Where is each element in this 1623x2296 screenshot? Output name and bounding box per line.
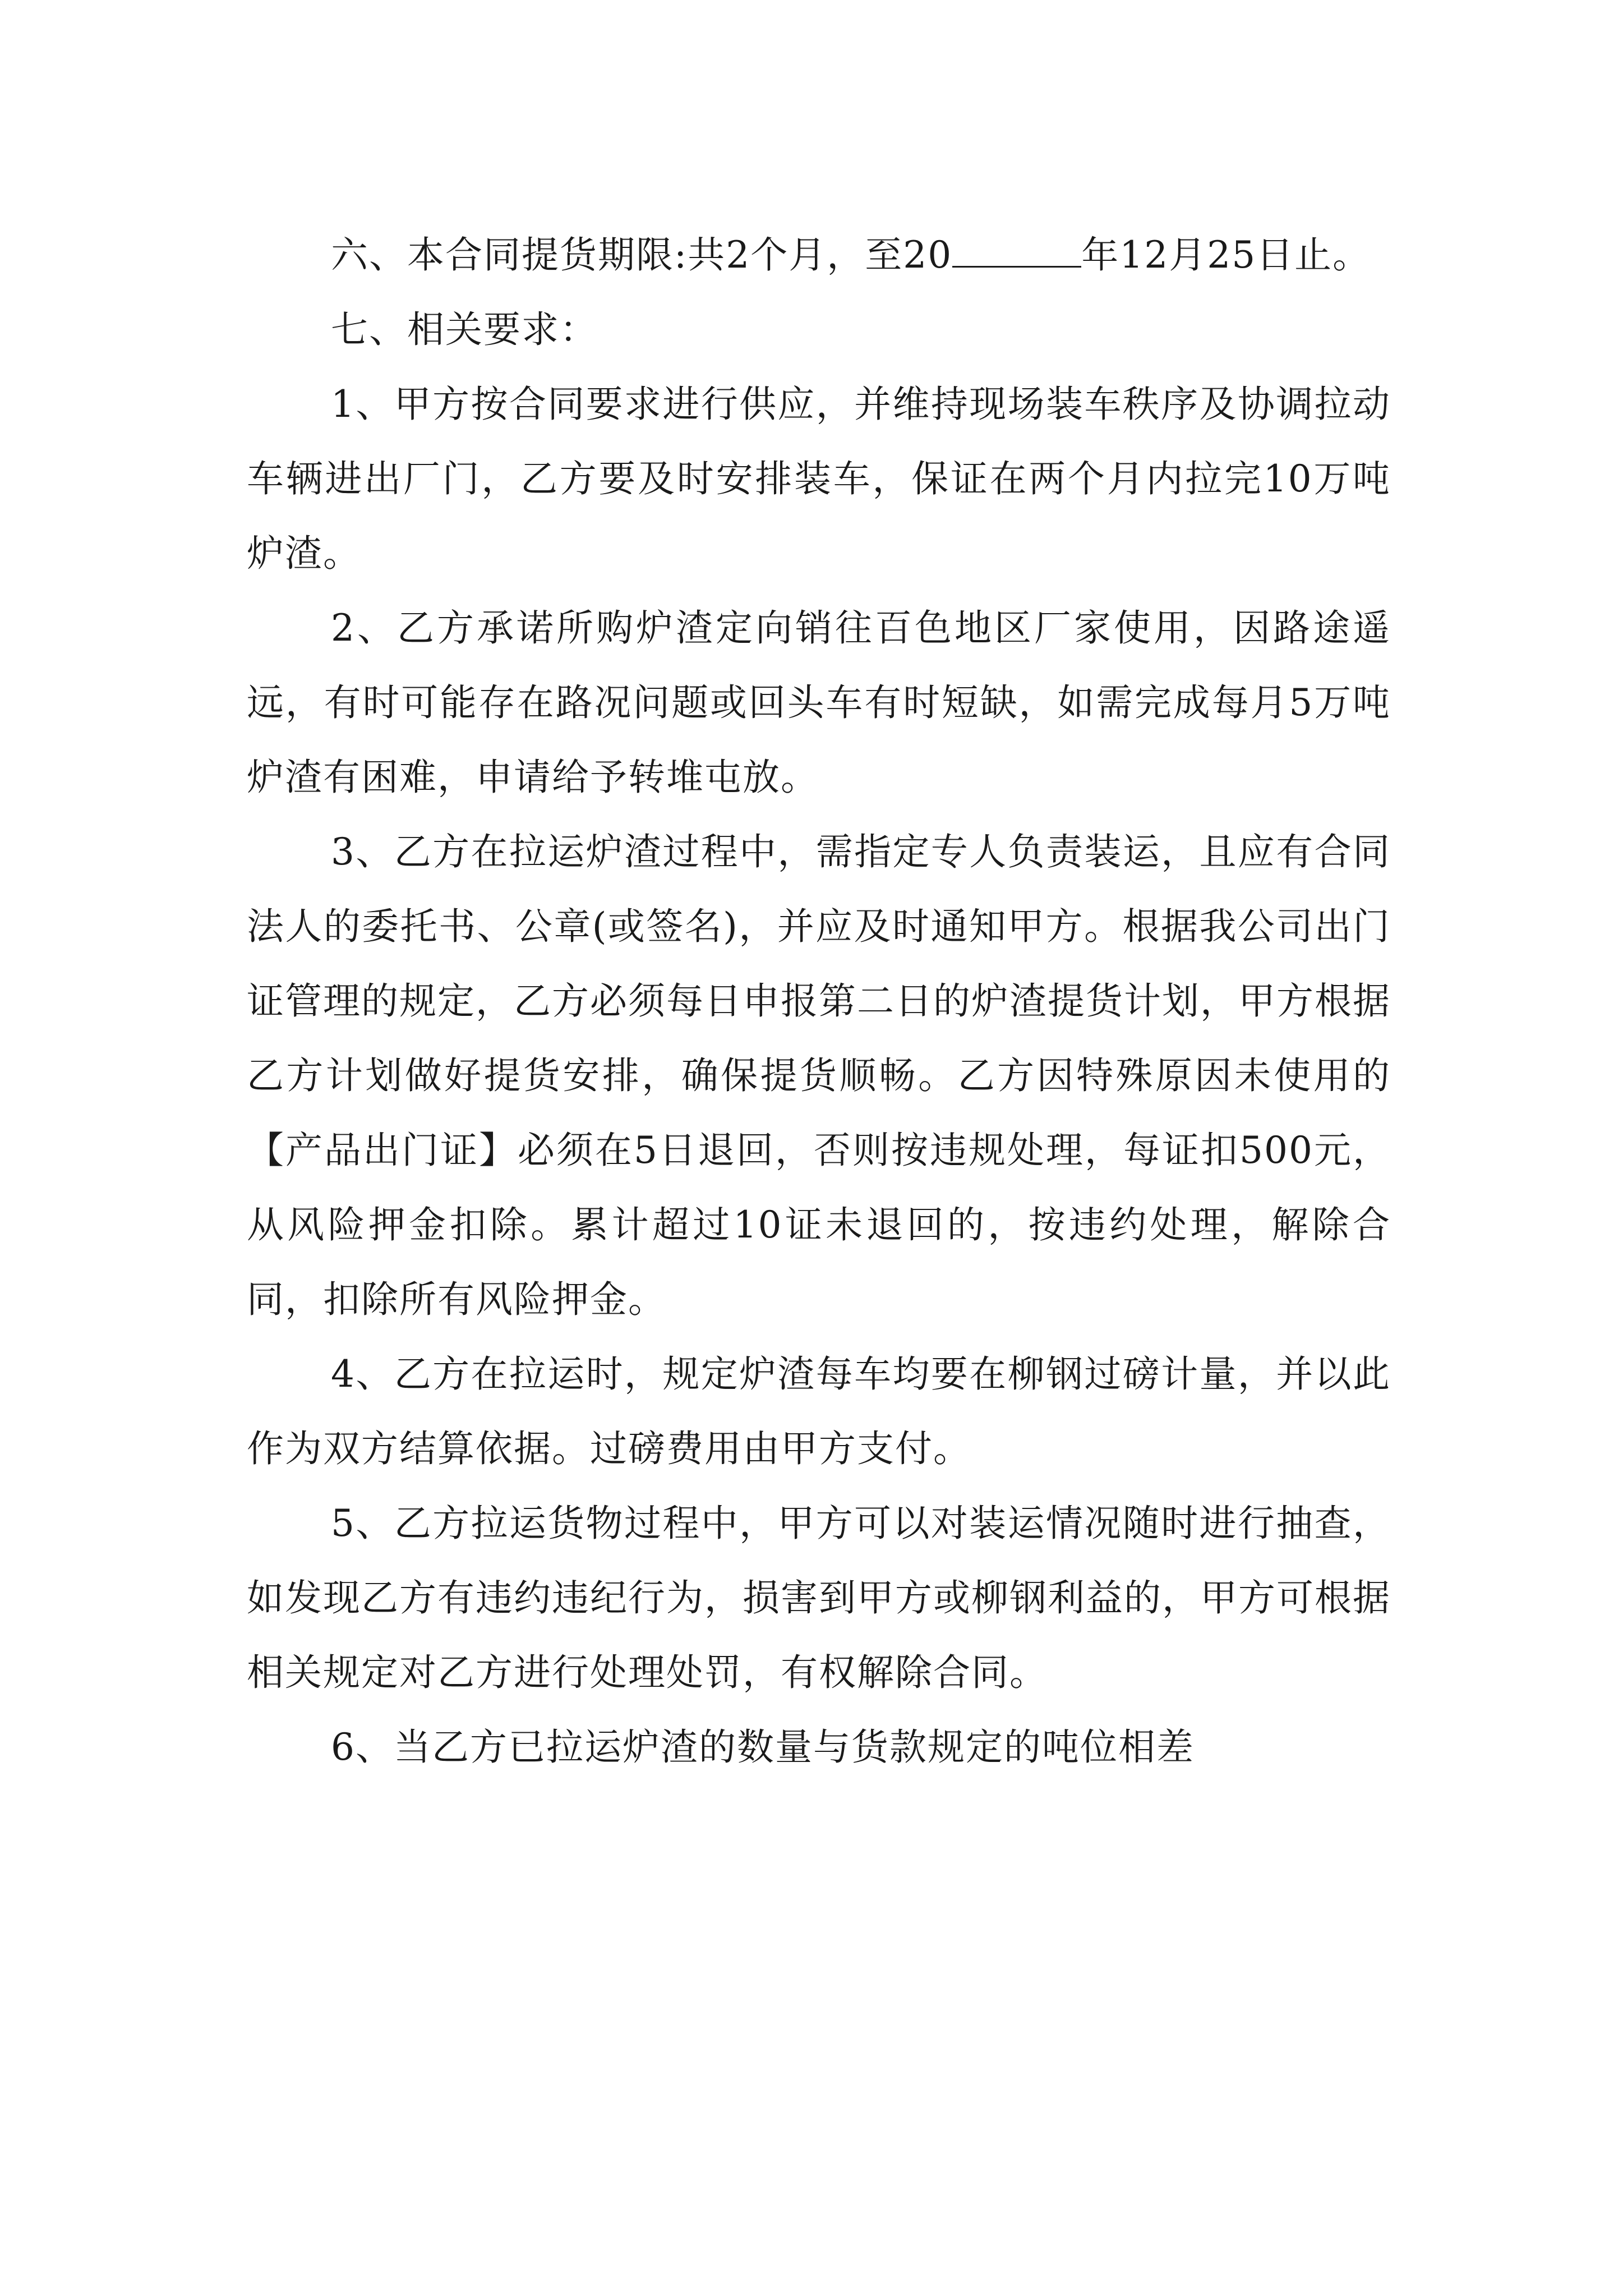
document-page bbox=[247, 218, 1391, 1784]
paragraph-requirement-5: 5、乙方拉运货物过程中，甲方可以对装运情况随时进行抽查，如发现乙方有违约违纪行为，损害到甲方或柳钢利益的，甲方可根据相关规定对乙方进行处理处罚，有权解除合同。 bbox=[247, 1502, 1391, 1694]
year-blank bbox=[952, 232, 1081, 268]
paragraph-requirement-6: 6、当乙方已拉运炉渣的数量与货款规定的吨位相差 bbox=[331, 1726, 1195, 1769]
delivery-period-end-text: 年12月25日止。 bbox=[1081, 233, 1371, 277]
paragraph-requirement-1: 1、甲方按合同要求进行供应，并维持现场装车秩序及协调拉动 车辆进出厂门，乙方要及时安排装车，保证在两个月内拉完10万吨炉渣。 bbox=[247, 383, 1391, 575]
paragraph-delivery-period bbox=[247, 218, 1391, 292]
paragraph-requirements-heading: 七、相关要求： bbox=[331, 308, 598, 351]
paragraph-requirement-4: 4、乙方在拉运时，规定炉渣每车均要在柳钢过磅计量，并以此作为双方结算依据。过磅费用由甲方支付。 bbox=[247, 1352, 1391, 1470]
paragraph-requirement-2: 2、乙方承诺所购炉渣定向销往百色地区厂家使用，因路途遥远，有时可能存在路况问题或回头车有时短缺，如需完成每月5万吨炉渣有困难，申请给予转堆屯放。 bbox=[247, 606, 1391, 799]
paragraph-requirement-3: 3、乙方在拉运炉渣过程中，需指定专人负责装运，且应有合同法人的委托书、公章(或签名)，并应及时通知甲方。根据我公司出门证管理的规定，乙方必须每日申报第二日的炉渣提货计划，甲方根据乙方计划做好提货安排，确保提货顺畅。乙方因特殊原因未使用的 【产品出门证】必须在5日退回，否则按违规处理，每证扣500元，从风险押金扣除。累计超过10证未退回的，按违约处理，解除合同，扣除所有风险押金。 bbox=[247, 830, 1391, 1321]
delivery-period-text: 六、本合同提货期限:共2个月，至20 bbox=[331, 233, 953, 277]
